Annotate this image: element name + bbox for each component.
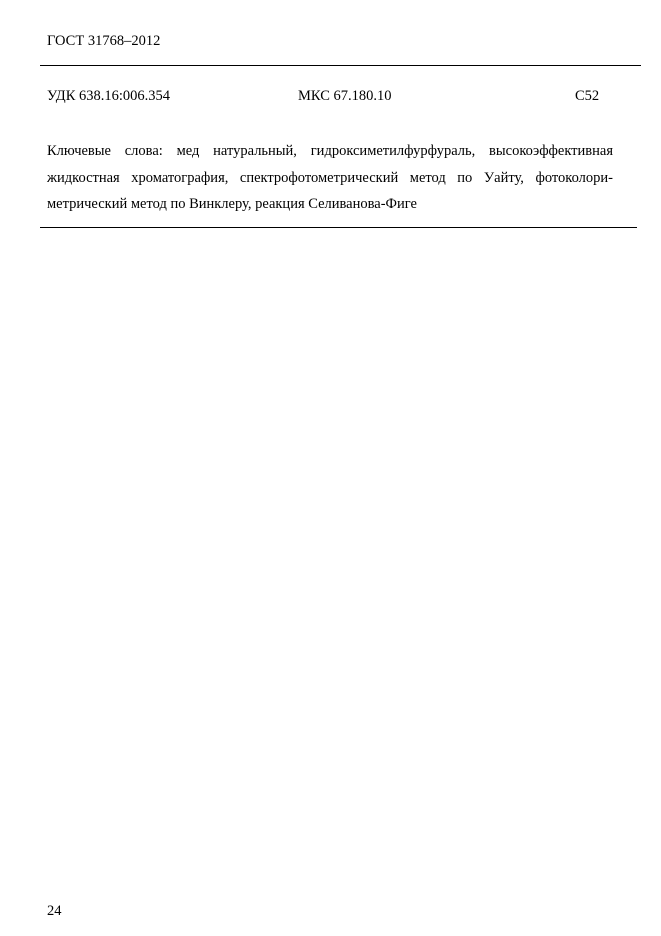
keywords-line: жидкостная хроматография, спектрофотометрический метод по Уайту, фотоколори- bbox=[47, 169, 613, 186]
keywords-line: Ключевые слова: мед натуральный, гидроксиметилфурфураль, высокоэффективная bbox=[47, 143, 613, 159]
top-divider bbox=[40, 65, 641, 66]
standard-title: ГОСТ 31768–2012 bbox=[47, 33, 161, 49]
mks-code: МКС 67.180.10 bbox=[298, 88, 392, 104]
udk-code: УДК 638.16:006.354 bbox=[47, 88, 171, 104]
keywords-line: метрический метод по Винклеру, реакция Селиванова-Фиге bbox=[47, 196, 417, 212]
page-number: 24 bbox=[47, 903, 62, 919]
classification-row bbox=[0, 87, 661, 105]
keywords-paragraph bbox=[47, 138, 613, 218]
okc-code: С52 bbox=[575, 88, 600, 104]
bottom-divider bbox=[40, 227, 637, 228]
